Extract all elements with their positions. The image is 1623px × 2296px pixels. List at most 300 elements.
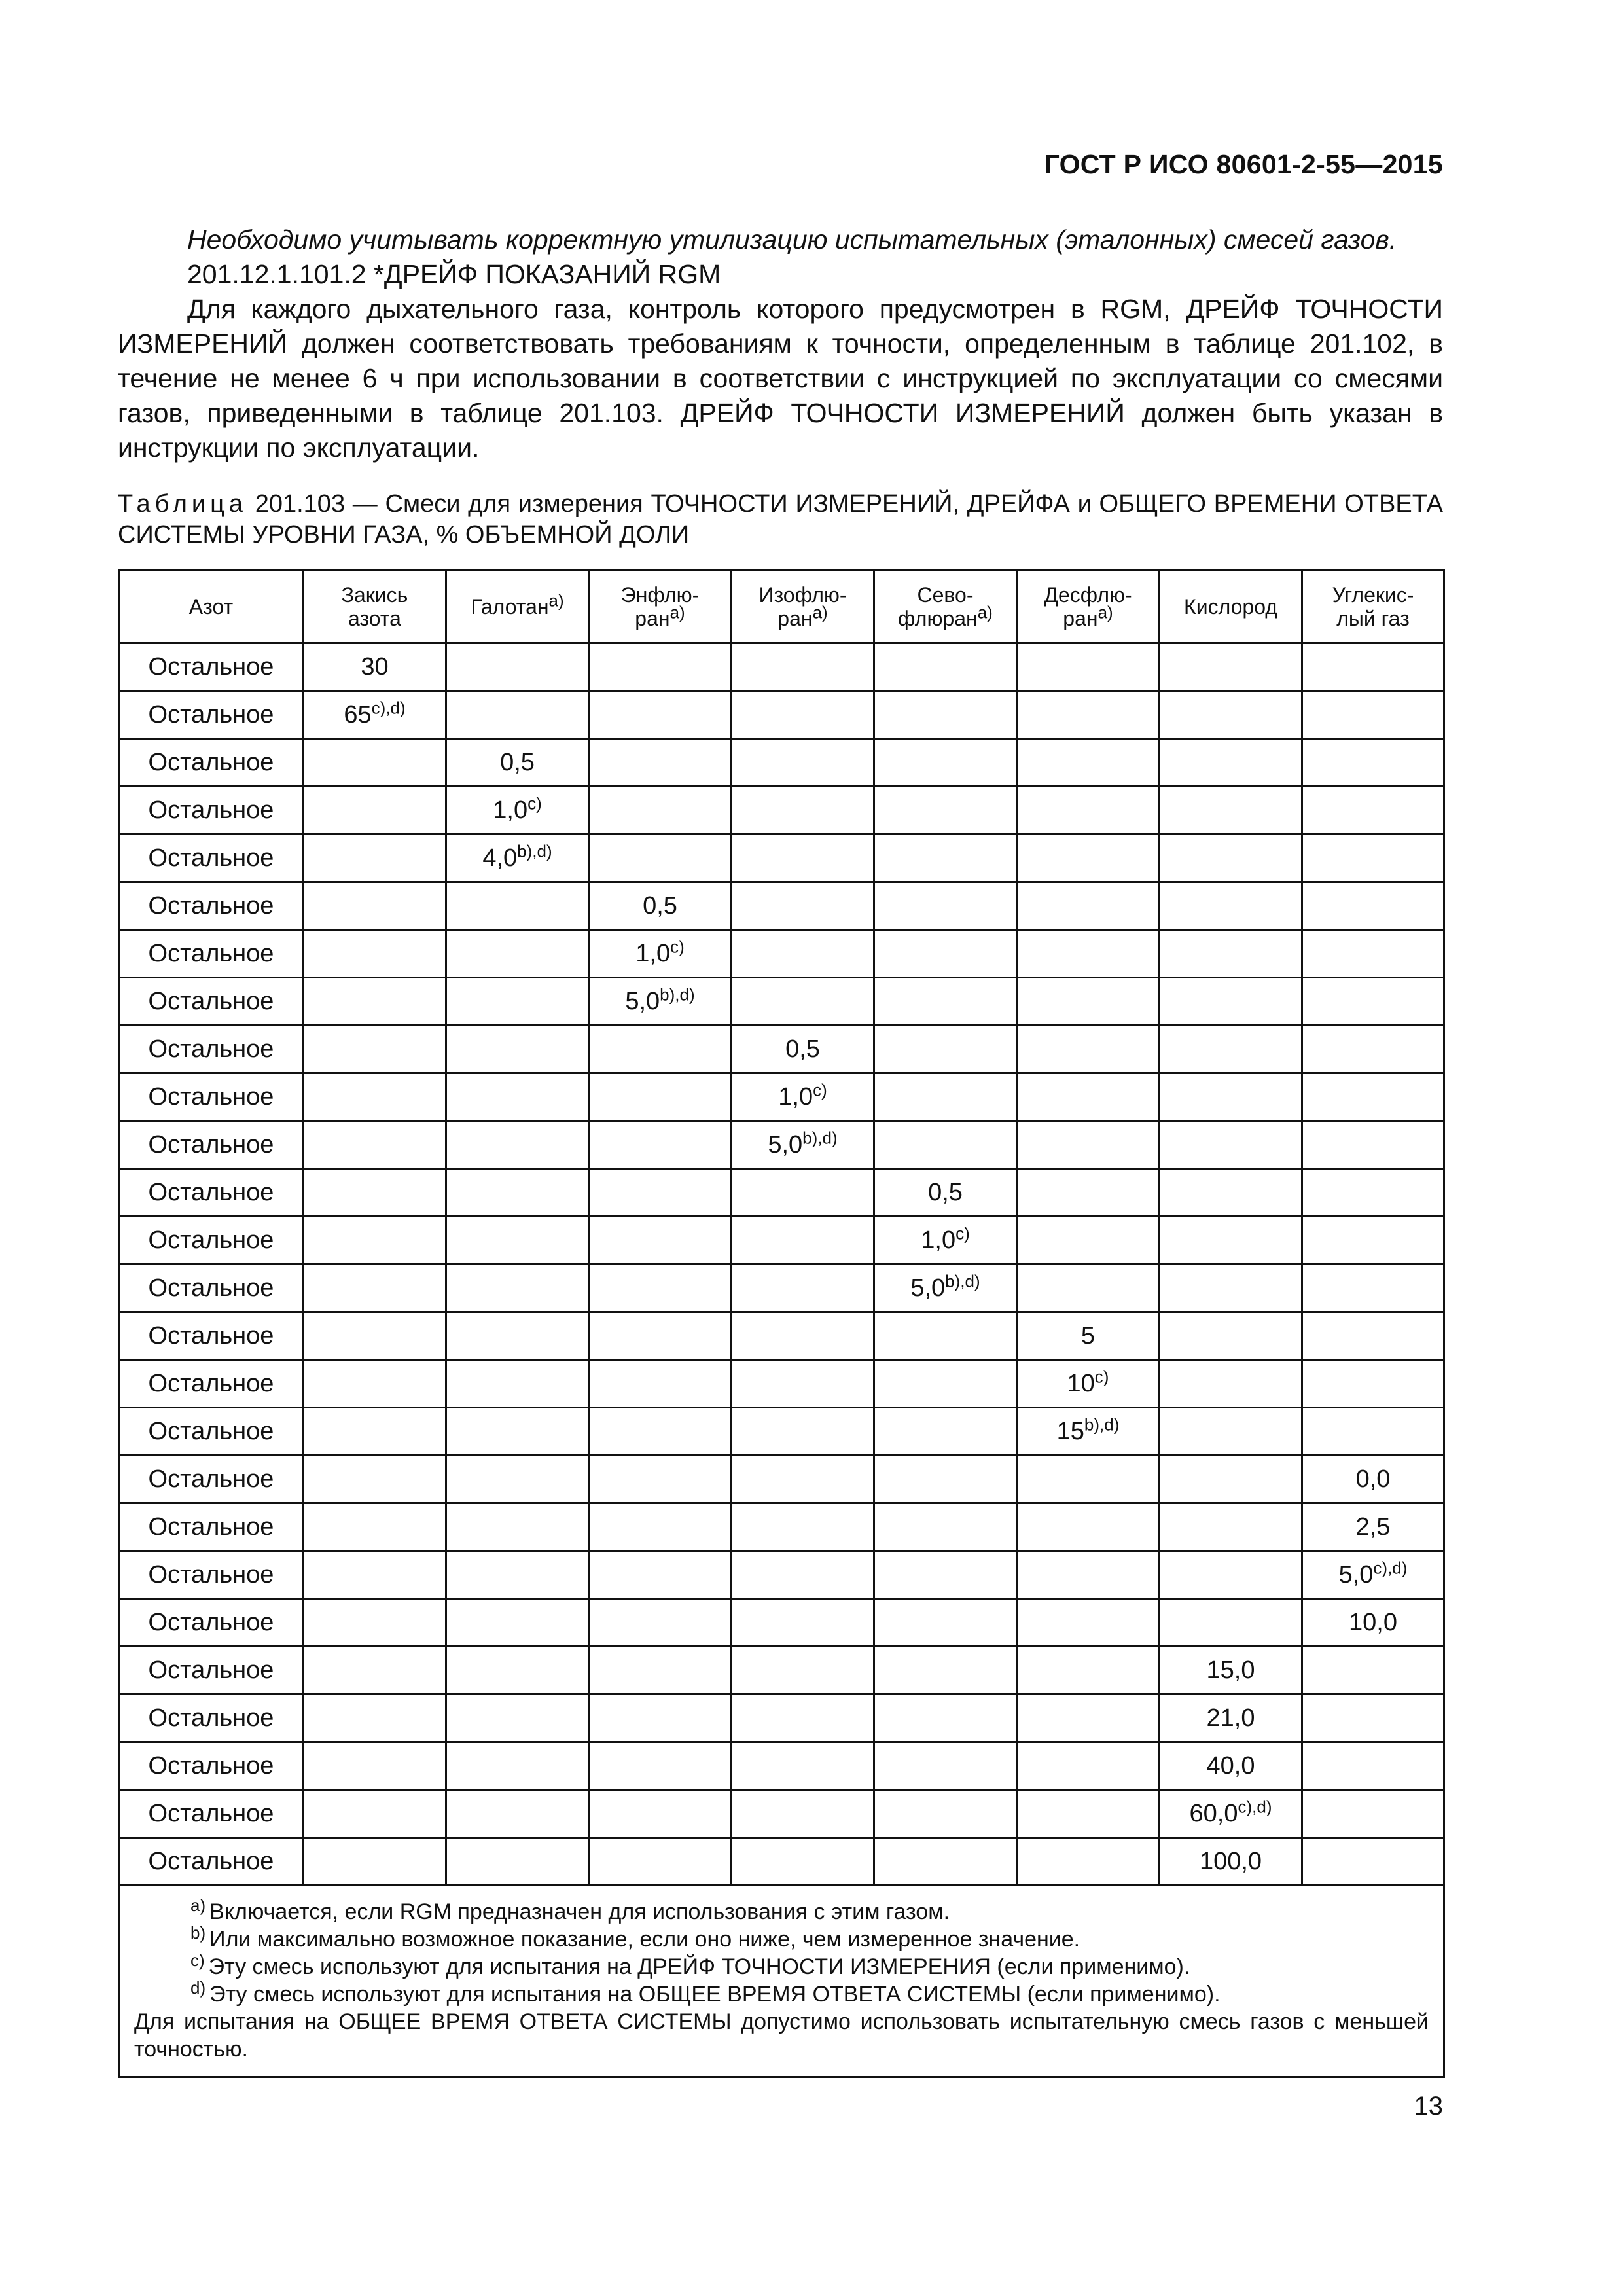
empty-cell bbox=[589, 1599, 732, 1647]
column-header bbox=[446, 571, 589, 643]
empty-cell bbox=[589, 739, 732, 787]
nitrogen-cell: Остальное bbox=[119, 1360, 304, 1408]
empty-cell bbox=[304, 1265, 446, 1312]
empty-cell bbox=[304, 1647, 446, 1695]
table-row bbox=[119, 1312, 1444, 1360]
empty-cell bbox=[589, 1026, 732, 1073]
empty-cell bbox=[1160, 739, 1302, 787]
footnote-text: Включается, если RGM предназначен для использования с этим газом. bbox=[209, 1899, 950, 1924]
empty-cell bbox=[446, 1790, 589, 1838]
empty-cell bbox=[446, 1838, 589, 1886]
footnote-mark: b),d) bbox=[802, 1127, 838, 1147]
value-cell bbox=[589, 882, 732, 930]
empty-cell bbox=[874, 1026, 1017, 1073]
value-cell bbox=[1160, 1838, 1302, 1886]
empty-cell bbox=[732, 1695, 874, 1742]
value-cell bbox=[1302, 1456, 1444, 1503]
empty-cell bbox=[1302, 1742, 1444, 1790]
nitrogen-cell: Остальное bbox=[119, 1790, 304, 1838]
empty-cell bbox=[446, 1503, 589, 1551]
value-cell bbox=[732, 1026, 874, 1073]
nitrogen-cell: Остальное bbox=[119, 1217, 304, 1265]
value-cell bbox=[589, 930, 732, 978]
clause-title: 201.12.1.101.2 *ДРЕЙФ ПОКАЗАНИЙ RGM bbox=[187, 259, 721, 289]
column-header bbox=[304, 571, 446, 643]
empty-cell bbox=[874, 1312, 1017, 1360]
empty-cell bbox=[1302, 1838, 1444, 1886]
empty-cell bbox=[446, 930, 589, 978]
footnote-mark: b),d) bbox=[945, 1270, 980, 1291]
footnote bbox=[134, 1895, 1429, 1926]
empty-cell bbox=[446, 1456, 589, 1503]
nitrogen-cell: Остальное bbox=[119, 834, 304, 882]
value-cell bbox=[874, 1265, 1017, 1312]
empty-cell bbox=[304, 1312, 446, 1360]
value-cell bbox=[1302, 1599, 1444, 1647]
empty-cell bbox=[1160, 882, 1302, 930]
empty-cell bbox=[874, 739, 1017, 787]
footnote-mark: c) bbox=[813, 1079, 827, 1100]
column-header-line2: флюран bbox=[898, 607, 978, 630]
nitrogen-cell: Остальное bbox=[119, 882, 304, 930]
empty-cell bbox=[1302, 1121, 1444, 1169]
empty-cell bbox=[446, 1408, 589, 1456]
value-cell bbox=[1160, 1647, 1302, 1695]
footnotes-row bbox=[119, 1886, 1444, 2077]
table-caption bbox=[118, 489, 1443, 550]
empty-cell bbox=[732, 882, 874, 930]
empty-cell bbox=[1160, 1503, 1302, 1551]
empty-cell bbox=[446, 1647, 589, 1695]
empty-cell bbox=[589, 787, 732, 834]
empty-cell bbox=[1017, 1265, 1160, 1312]
column-header-line1: Галотан bbox=[471, 595, 549, 619]
empty-cell bbox=[874, 1408, 1017, 1456]
empty-cell bbox=[1302, 739, 1444, 787]
empty-cell bbox=[1017, 1121, 1160, 1169]
empty-cell bbox=[732, 1838, 874, 1886]
empty-cell bbox=[1160, 834, 1302, 882]
empty-cell bbox=[1160, 787, 1302, 834]
value-cell bbox=[732, 1121, 874, 1169]
nitrogen-cell: Остальное bbox=[119, 1312, 304, 1360]
table-row bbox=[119, 930, 1444, 978]
value-cell bbox=[446, 739, 589, 787]
empty-cell bbox=[1302, 1695, 1444, 1742]
cell-value: 5 bbox=[1080, 1321, 1096, 1350]
empty-cell bbox=[1160, 1312, 1302, 1360]
empty-cell bbox=[304, 1838, 446, 1886]
empty-cell bbox=[732, 1312, 874, 1360]
empty-cell bbox=[304, 1551, 446, 1599]
empty-cell bbox=[1160, 1360, 1302, 1408]
empty-cell bbox=[304, 1408, 446, 1456]
empty-cell bbox=[1160, 1073, 1302, 1121]
empty-cell bbox=[589, 1456, 732, 1503]
cell-value: 4,0 bbox=[482, 844, 518, 872]
footnote-mark: b) bbox=[190, 1922, 206, 1943]
footnote-mark: b),d) bbox=[660, 984, 695, 1004]
empty-cell bbox=[304, 1503, 446, 1551]
value-cell bbox=[732, 1073, 874, 1121]
empty-cell bbox=[446, 1312, 589, 1360]
empty-cell bbox=[874, 691, 1017, 739]
table-header-row bbox=[119, 571, 1444, 643]
empty-cell bbox=[1160, 643, 1302, 691]
nitrogen-cell: Остальное bbox=[119, 739, 304, 787]
column-header bbox=[732, 571, 874, 643]
empty-cell bbox=[874, 1456, 1017, 1503]
value-cell bbox=[1302, 1551, 1444, 1599]
empty-cell bbox=[732, 930, 874, 978]
empty-cell bbox=[304, 882, 446, 930]
caption-text: 201.103 — Смеси для измерения ТОЧНОСТИ ИЗМЕРЕНИЙ, ДРЕЙФА и ОБЩЕГО ВРЕМЕНИ ОТВЕТА СИСТЕМЫ УРОВНИ ГАЗА, % ОБЪЕМНОЙ ДОЛИ bbox=[118, 490, 1443, 548]
value-cell bbox=[1017, 1408, 1160, 1456]
empty-cell bbox=[589, 1169, 732, 1217]
empty-cell bbox=[1160, 930, 1302, 978]
empty-cell bbox=[1017, 1456, 1160, 1503]
table-row bbox=[119, 1695, 1444, 1742]
footnote-mark: c) bbox=[670, 936, 685, 956]
empty-cell bbox=[1017, 882, 1160, 930]
cell-value: 1,0 bbox=[921, 1226, 956, 1254]
empty-cell bbox=[446, 1265, 589, 1312]
empty-cell bbox=[304, 1456, 446, 1503]
footnote-mark: d) bbox=[190, 1977, 206, 1998]
caption-label: Таблица bbox=[118, 490, 247, 518]
empty-cell bbox=[732, 1503, 874, 1551]
column-header-line1: Энфлю- bbox=[620, 583, 700, 607]
empty-cell bbox=[732, 1265, 874, 1312]
column-header-line1: Углекис- bbox=[1332, 583, 1414, 607]
empty-cell bbox=[589, 1408, 732, 1456]
empty-cell bbox=[732, 1599, 874, 1647]
empty-cell bbox=[304, 787, 446, 834]
empty-cell bbox=[446, 1551, 589, 1599]
empty-cell bbox=[1017, 787, 1160, 834]
empty-cell bbox=[1160, 1265, 1302, 1312]
empty-cell bbox=[589, 1742, 732, 1790]
nitrogen-cell: Остальное bbox=[119, 1838, 304, 1886]
cell-value: 5,0 bbox=[625, 987, 660, 1015]
empty-cell bbox=[1017, 1169, 1160, 1217]
empty-cell bbox=[304, 978, 446, 1026]
nitrogen-cell: Остальное bbox=[119, 1742, 304, 1790]
empty-cell bbox=[304, 1599, 446, 1647]
cell-value: 0,5 bbox=[785, 1035, 820, 1063]
nitrogen-cell: Остальное bbox=[119, 1265, 304, 1312]
table-row bbox=[119, 834, 1444, 882]
empty-cell bbox=[874, 1551, 1017, 1599]
empty-cell bbox=[1160, 1551, 1302, 1599]
column-header-line2: ран bbox=[777, 607, 813, 630]
empty-cell bbox=[1160, 1408, 1302, 1456]
table-footnotes bbox=[119, 1886, 1444, 2077]
empty-cell bbox=[732, 1456, 874, 1503]
table-row bbox=[119, 1551, 1444, 1599]
empty-cell bbox=[1302, 787, 1444, 834]
table-row bbox=[119, 1599, 1444, 1647]
empty-cell bbox=[1017, 739, 1160, 787]
footnote-mark: c) bbox=[1094, 1366, 1109, 1386]
empty-cell bbox=[589, 1503, 732, 1551]
cell-value: 60,0 bbox=[1189, 1799, 1238, 1827]
empty-cell bbox=[732, 1551, 874, 1599]
empty-cell bbox=[874, 1838, 1017, 1886]
footnote-mark: a) bbox=[1097, 602, 1113, 622]
empty-cell bbox=[874, 787, 1017, 834]
nitrogen-cell: Остальное bbox=[119, 691, 304, 739]
cell-value: 15 bbox=[1056, 1417, 1084, 1445]
empty-cell bbox=[1302, 691, 1444, 739]
value-cell bbox=[589, 978, 732, 1026]
table-row bbox=[119, 643, 1444, 691]
empty-cell bbox=[732, 787, 874, 834]
empty-cell bbox=[304, 1169, 446, 1217]
value-cell bbox=[874, 1169, 1017, 1217]
table-row bbox=[119, 1169, 1444, 1217]
empty-cell bbox=[732, 691, 874, 739]
empty-cell bbox=[1302, 1169, 1444, 1217]
column-header-line1: Изофлю- bbox=[758, 583, 847, 607]
empty-cell bbox=[1017, 1790, 1160, 1838]
empty-cell bbox=[1017, 643, 1160, 691]
empty-cell bbox=[589, 1312, 732, 1360]
column-header-line2: лый газ bbox=[1336, 607, 1410, 630]
empty-cell bbox=[446, 1360, 589, 1408]
empty-cell bbox=[589, 643, 732, 691]
cell-value: 10 bbox=[1067, 1369, 1095, 1397]
nitrogen-cell: Остальное bbox=[119, 1503, 304, 1551]
empty-cell bbox=[874, 1503, 1017, 1551]
footnote-closing-text: Для испытания на ОБЩЕЕ ВРЕМЯ ОТВЕТА СИСТЕМЫ допустимо использовать испытательную смесь газов с меньшей точностью. bbox=[134, 2009, 1429, 2062]
column-header-line1: Кислород bbox=[1184, 595, 1277, 619]
footnote-mark: c),d) bbox=[1373, 1557, 1408, 1577]
column-header-line1: Закись bbox=[341, 583, 408, 607]
nitrogen-cell: Остальное bbox=[119, 1026, 304, 1073]
empty-cell bbox=[732, 1408, 874, 1456]
empty-cell bbox=[446, 691, 589, 739]
nitrogen-cell: Остальное bbox=[119, 1695, 304, 1742]
empty-cell bbox=[589, 1551, 732, 1599]
footnote-mark: a) bbox=[977, 602, 993, 622]
empty-cell bbox=[304, 1695, 446, 1742]
empty-cell bbox=[874, 1647, 1017, 1695]
empty-cell bbox=[589, 1360, 732, 1408]
empty-cell bbox=[1017, 978, 1160, 1026]
value-cell bbox=[304, 691, 446, 739]
empty-cell bbox=[732, 739, 874, 787]
footnote-mark: a) bbox=[548, 590, 564, 611]
value-cell bbox=[1017, 1360, 1160, 1408]
footnote-mark: a) bbox=[812, 602, 828, 622]
table-row bbox=[119, 691, 1444, 739]
empty-cell bbox=[589, 1265, 732, 1312]
empty-cell bbox=[1160, 1026, 1302, 1073]
empty-cell bbox=[1017, 1026, 1160, 1073]
empty-cell bbox=[304, 1217, 446, 1265]
footnote-mark: c),d) bbox=[1238, 1796, 1272, 1816]
footnote-mark: c) bbox=[955, 1223, 970, 1243]
nitrogen-cell: Остальное bbox=[119, 1121, 304, 1169]
table-row bbox=[119, 1503, 1444, 1551]
empty-cell bbox=[874, 643, 1017, 691]
column-header bbox=[1302, 571, 1444, 643]
empty-cell bbox=[874, 1360, 1017, 1408]
value-cell bbox=[874, 1217, 1017, 1265]
empty-cell bbox=[1017, 1742, 1160, 1790]
empty-cell bbox=[304, 834, 446, 882]
empty-cell bbox=[732, 1217, 874, 1265]
cell-value: 100,0 bbox=[1199, 1847, 1262, 1875]
empty-cell bbox=[874, 1695, 1017, 1742]
value-cell bbox=[1160, 1742, 1302, 1790]
empty-cell bbox=[446, 978, 589, 1026]
empty-cell bbox=[304, 739, 446, 787]
nitrogen-cell: Остальное bbox=[119, 978, 304, 1026]
empty-cell bbox=[1017, 1838, 1160, 1886]
gas-mixtures-table bbox=[118, 569, 1445, 2078]
empty-cell bbox=[732, 1742, 874, 1790]
cell-value: 2,5 bbox=[1355, 1513, 1391, 1541]
empty-cell bbox=[446, 1599, 589, 1647]
empty-cell bbox=[732, 834, 874, 882]
disposal-note: Необходимо учитывать корректную утилизацию испытательных (эталонных) смесей газов. bbox=[187, 224, 1397, 255]
empty-cell bbox=[732, 643, 874, 691]
footnote-text: Эту смесь используют для испытания на ДРЕЙФ ТОЧНОСТИ ИЗМЕРЕНИЯ (если применимо). bbox=[208, 1954, 1190, 1979]
footnote-mark: a) bbox=[190, 1895, 206, 1915]
empty-cell bbox=[1160, 1121, 1302, 1169]
column-header-line2: ран bbox=[635, 607, 670, 630]
cell-value: 1,0 bbox=[493, 796, 528, 824]
empty-cell bbox=[446, 1121, 589, 1169]
value-cell bbox=[1302, 1503, 1444, 1551]
cell-value: 15,0 bbox=[1206, 1656, 1255, 1684]
empty-cell bbox=[1017, 930, 1160, 978]
empty-cell bbox=[446, 1169, 589, 1217]
table-row bbox=[119, 1073, 1444, 1121]
empty-cell bbox=[1302, 1360, 1444, 1408]
column-header-line2: ран bbox=[1063, 607, 1098, 630]
body-paragraph: Для каждого дыхательного газа, контроль которого предусмотрен в RGM, ДРЕЙФ ТОЧНОСТИ ИЗМЕРЕНИЙ должен соответствовать требованиям к точности, определенным в таблице 201.102, в течение не менее 6 ч при использовании в соответствии с инструкцией по эксплуатации со смесями газов, приведенными в таблице 201.103. ДРЕЙФ ТОЧНОСТИ ИЗМЕРЕНИЙ должен быть указан в инструкции по эксплуатации. bbox=[118, 294, 1443, 463]
table-row bbox=[119, 1838, 1444, 1886]
footnote-mark: a) bbox=[669, 602, 685, 622]
empty-cell bbox=[1017, 834, 1160, 882]
cell-value: 5,0 bbox=[768, 1130, 803, 1158]
empty-cell bbox=[1302, 1790, 1444, 1838]
footnote bbox=[134, 1950, 1429, 1981]
cell-value: 1,0 bbox=[778, 1083, 813, 1111]
nitrogen-cell: Остальное bbox=[119, 930, 304, 978]
empty-cell bbox=[589, 1790, 732, 1838]
nitrogen-cell: Остальное bbox=[119, 1073, 304, 1121]
empty-cell bbox=[1017, 691, 1160, 739]
empty-cell bbox=[304, 1360, 446, 1408]
empty-cell bbox=[1160, 1456, 1302, 1503]
cell-value: 0,5 bbox=[643, 891, 677, 920]
footnote-mark: b),d) bbox=[1084, 1414, 1120, 1434]
empty-cell bbox=[1302, 1312, 1444, 1360]
footnote-text: Эту смесь используют для испытания на ОБЩЕЕ ВРЕМЯ ОТВЕТА СИСТЕМЫ (если применимо). bbox=[209, 1982, 1221, 2007]
empty-cell bbox=[1017, 1073, 1160, 1121]
table-row bbox=[119, 1790, 1444, 1838]
empty-cell bbox=[304, 1121, 446, 1169]
column-header bbox=[874, 571, 1017, 643]
table-row bbox=[119, 1026, 1444, 1073]
page-number: 13 bbox=[1414, 2092, 1443, 2121]
empty-cell bbox=[874, 834, 1017, 882]
table-row bbox=[119, 787, 1444, 834]
empty-cell bbox=[1302, 1217, 1444, 1265]
empty-cell bbox=[589, 1121, 732, 1169]
empty-cell bbox=[446, 1217, 589, 1265]
empty-cell bbox=[589, 1838, 732, 1886]
empty-cell bbox=[732, 1169, 874, 1217]
nitrogen-cell: Остальное bbox=[119, 1408, 304, 1456]
table-row bbox=[119, 1121, 1444, 1169]
empty-cell bbox=[874, 930, 1017, 978]
empty-cell bbox=[874, 1790, 1017, 1838]
nitrogen-cell: Остальное bbox=[119, 1456, 304, 1503]
empty-cell bbox=[1160, 978, 1302, 1026]
empty-cell bbox=[1017, 1695, 1160, 1742]
column-header bbox=[1160, 571, 1302, 643]
table-row bbox=[119, 1265, 1444, 1312]
empty-cell bbox=[874, 978, 1017, 1026]
footnote-mark: c),d) bbox=[371, 697, 406, 717]
empty-cell bbox=[732, 978, 874, 1026]
cell-value: 0,5 bbox=[500, 748, 535, 776]
empty-cell bbox=[874, 1121, 1017, 1169]
column-header-line1: Сево- bbox=[917, 583, 974, 607]
empty-cell bbox=[1160, 1599, 1302, 1647]
empty-cell bbox=[1302, 930, 1444, 978]
empty-cell bbox=[1302, 978, 1444, 1026]
empty-cell bbox=[1302, 834, 1444, 882]
table-row bbox=[119, 1742, 1444, 1790]
nitrogen-cell: Остальное bbox=[119, 1647, 304, 1695]
cell-value: 0,5 bbox=[928, 1178, 963, 1206]
empty-cell bbox=[874, 1742, 1017, 1790]
value-cell bbox=[1017, 1312, 1160, 1360]
value-cell bbox=[1160, 1790, 1302, 1838]
value-cell bbox=[446, 834, 589, 882]
cell-value: 21,0 bbox=[1206, 1704, 1255, 1732]
empty-cell bbox=[732, 1360, 874, 1408]
empty-cell bbox=[1017, 1551, 1160, 1599]
empty-cell bbox=[589, 1695, 732, 1742]
empty-cell bbox=[1302, 1026, 1444, 1073]
empty-cell bbox=[446, 882, 589, 930]
table-body bbox=[119, 643, 1444, 1886]
nitrogen-cell: Остальное bbox=[119, 1169, 304, 1217]
empty-cell bbox=[1160, 691, 1302, 739]
empty-cell bbox=[874, 1073, 1017, 1121]
empty-cell bbox=[589, 1073, 732, 1121]
cell-value: 30 bbox=[361, 653, 389, 681]
footnote-mark: c) bbox=[190, 1950, 205, 1970]
value-cell bbox=[1160, 1695, 1302, 1742]
column-header-line1: Азот bbox=[188, 595, 234, 619]
empty-cell bbox=[304, 1742, 446, 1790]
empty-cell bbox=[589, 834, 732, 882]
nitrogen-cell: Остальное bbox=[119, 1551, 304, 1599]
nitrogen-cell: Остальное bbox=[119, 787, 304, 834]
column-header bbox=[119, 571, 304, 643]
column-header bbox=[1017, 571, 1160, 643]
empty-cell bbox=[732, 1647, 874, 1695]
cell-value: 5,0 bbox=[910, 1274, 946, 1302]
